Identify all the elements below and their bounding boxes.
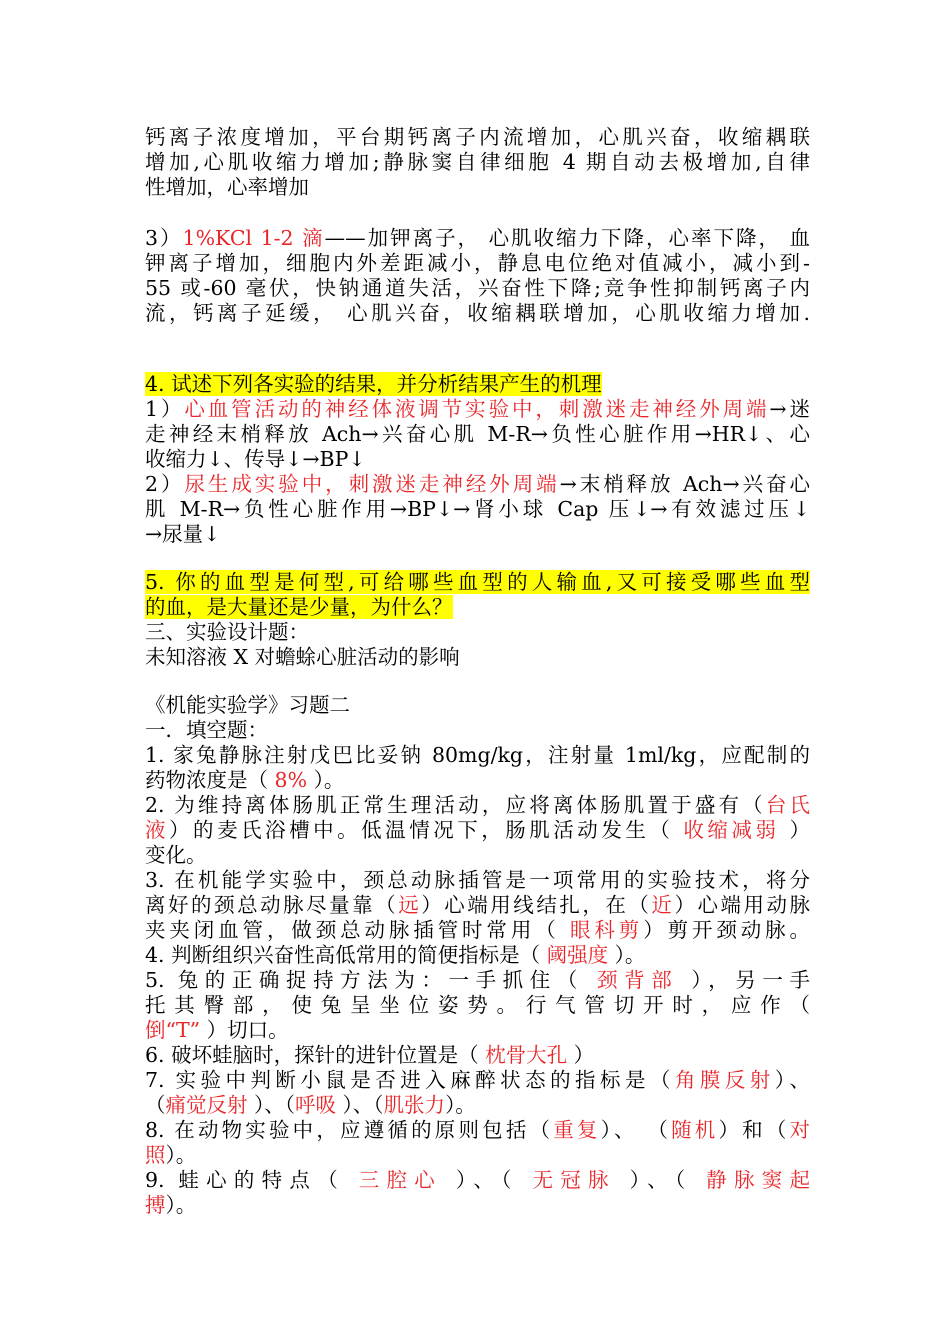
- text-line: [145, 1043, 810, 1068]
- text-segment: 2. 为维持离体肠肌正常生理活动，应将离体肠肌置于盛有（: [145, 793, 766, 817]
- text-line: [145, 793, 810, 818]
- text-segment: 8. 在动物实验中，应遵循的原则包括（: [145, 1118, 554, 1142]
- text-segment: 的血，是大量还是少量，为什么？: [145, 595, 453, 619]
- text-segment: 4. 判断组织兴奋性高低常用的简便指标是（: [145, 943, 547, 967]
- text-line: [145, 301, 810, 326]
- text-line: [145, 868, 810, 893]
- text-segment: →迷: [769, 397, 811, 421]
- answer-text: 痛觉反射: [165, 1093, 248, 1117]
- text-segment: ）切口。: [200, 1018, 289, 1042]
- text-segment: 9. 蛙心的特点（: [145, 1168, 359, 1192]
- answer-text: 心血管活动的神经体液调节实验中，刺激迷走神经外周端: [184, 397, 770, 421]
- text-segment: 走神经末梢释放 Ach→兴奋心肌 M-R→负性心脏作用→HR↓、心: [145, 422, 810, 446]
- answer-text: 枕骨大孔: [485, 1043, 568, 1067]
- text-segment: 离好的颈总动脉尽量靠（: [145, 893, 399, 917]
- text-line: [145, 768, 810, 793]
- answer-text: 颈背部: [597, 968, 679, 992]
- text-segment: 5. 你的血型是何型,可给哪些血型的人输血,又可接受哪些血型: [145, 570, 810, 594]
- text-segment: 性增加，心率增加: [145, 175, 309, 199]
- text-segment: 2）: [145, 472, 185, 496]
- answer-text: 对: [789, 1118, 811, 1142]
- text-segment: ）。: [313, 768, 345, 792]
- answer-text: 三腔心: [358, 1168, 443, 1192]
- text-segment: 7. 实验中判断小鼠是否进入麻醉状态的指标是（: [145, 1068, 675, 1092]
- answer-text: 肌张力: [383, 1093, 446, 1117]
- answer-text: 无冠脉: [532, 1168, 616, 1192]
- text-segment: →末梢释放 Ach→兴奋心: [559, 472, 811, 496]
- text-segment: 55 或-60 毫伏，快钠通道失活，兴奋性下降;竞争性抑制钙离子内: [145, 276, 810, 300]
- text-line: [145, 718, 810, 743]
- text-line: [145, 918, 810, 943]
- text-line: [145, 150, 810, 175]
- answer-text: 倒“T”: [145, 1018, 201, 1042]
- text-line: [145, 1168, 810, 1193]
- answer-text: 重复: [553, 1118, 601, 1142]
- text-line: [145, 125, 810, 150]
- text-segment: （: [145, 1093, 166, 1117]
- text-segment: ）。: [165, 1143, 197, 1167]
- text-line: [145, 497, 810, 522]
- text-segment: 3. 在机能学实验中，颈总动脉插管是一项常用的实验技术，将分: [145, 868, 810, 892]
- text-line: [145, 1118, 810, 1143]
- answer-text: 尿生成实验中，刺激迷走神经外周端: [184, 472, 560, 496]
- text-line: [145, 570, 810, 595]
- text-segment: 1）: [145, 397, 185, 421]
- text-line: [145, 693, 810, 718]
- text-segment: 药物浓度是（: [145, 768, 275, 792]
- text-segment: ），另一手: [678, 968, 811, 992]
- text-segment: 《机能实验学》习题二: [145, 693, 350, 717]
- text-segment: 三、实验设计题：: [145, 620, 309, 644]
- text-segment: 1. 家兔静脉注射戊巴比妥钠 80mg/kg，注射量 1ml/kg，应配制的: [145, 743, 810, 767]
- text-segment: 4. 试述下列各实验的结果，并分析结果产生的机理: [145, 372, 602, 396]
- text-line: [145, 251, 810, 276]
- text-line: [145, 968, 810, 993]
- text-segment: ）、（: [442, 1168, 533, 1192]
- text-segment: ）心端用动脉: [674, 893, 811, 917]
- text-line: [145, 372, 810, 397]
- text-line: [145, 843, 810, 868]
- text-line: [145, 1018, 810, 1043]
- answer-text: 远: [398, 893, 422, 917]
- text-line: [145, 1193, 810, 1218]
- text-line: [145, 397, 810, 422]
- text-line: [145, 993, 810, 1018]
- text-line: [145, 472, 810, 497]
- text-segment: ）、（: [336, 1093, 384, 1117]
- text-segment: ）、: [774, 1068, 810, 1092]
- text-line: [145, 620, 810, 645]
- text-line: [145, 645, 810, 670]
- text-line: [145, 226, 810, 251]
- text-segment: 收缩力↓、传导↓→BP↓: [145, 447, 366, 471]
- text-line: [145, 175, 810, 200]
- text-segment: ）。: [165, 1193, 197, 1217]
- answer-text: 呼吸: [295, 1093, 337, 1117]
- text-line: [145, 943, 810, 968]
- text-line: [145, 276, 810, 301]
- text-segment: ）: [567, 1043, 595, 1067]
- answer-text: 收缩减弱: [683, 818, 780, 842]
- text-segment: ）。: [608, 943, 646, 967]
- text-line: [145, 1143, 810, 1168]
- answer-text: 静脉窦起: [706, 1168, 810, 1192]
- text-segment: ）、（: [247, 1093, 296, 1117]
- text-segment: ）和（: [718, 1118, 790, 1142]
- text-segment: ）心端用线结扎，在（: [421, 893, 652, 917]
- text-segment: 夹夹闭血管，做颈总动脉插管时常用（: [145, 918, 571, 942]
- text-line: [145, 422, 810, 447]
- text-line: [145, 595, 810, 620]
- answer-text: 随机: [671, 1118, 719, 1142]
- text-segment: →尿量↓: [145, 522, 221, 546]
- text-segment: ）剪开颈动脉。: [643, 918, 811, 942]
- text-segment: 5. 兔的正确捉持方法为：一手抓住（: [145, 968, 598, 992]
- text-segment: 未知溶液 X 对蟾蜍心脏活动的影响: [145, 645, 460, 669]
- answer-text: 角膜反射: [674, 1068, 775, 1092]
- text-segment: ）: [779, 818, 811, 842]
- answer-text: 8%: [274, 768, 314, 792]
- text-segment: 增加,心肌收缩力增加;静脉窦自律细胞 4 期自动去极增加,自律: [145, 150, 810, 174]
- answer-text: 照: [145, 1143, 166, 1167]
- text-segment: 一．填空题：: [145, 718, 268, 742]
- text-line: [145, 1093, 810, 1118]
- text-segment: ）、（: [615, 1168, 707, 1192]
- answer-text: 阈强度: [546, 943, 609, 967]
- text-segment: 托其臀部，使兔呈坐位姿势。行气管切开时，应作（: [145, 993, 810, 1017]
- text-line: [145, 522, 810, 547]
- text-segment: 流，钙离子延缓， 心肌兴奋，收缩耦联增加，心肌收缩力增加.: [145, 301, 810, 325]
- answer-text: 眼科剪: [570, 918, 644, 942]
- text-segment: 3）: [145, 226, 183, 250]
- text-segment: 变化。: [145, 843, 207, 867]
- text-line: [145, 1068, 810, 1093]
- text-line: [145, 818, 810, 843]
- answer-text: 1%KCl 1-2 滴: [182, 226, 325, 250]
- answer-text: 搏: [145, 1193, 166, 1217]
- text-segment: ）。: [445, 1093, 476, 1117]
- text-segment: 肌 M-R→负性心脏作用→BP↓→肾小球 Cap 压↓→有效滤过压↓: [145, 497, 810, 521]
- text-segment: ——加钾离子， 心肌收缩力下降，心率下降， 血: [324, 226, 810, 250]
- text-line: [145, 447, 810, 472]
- answer-text: 液: [145, 818, 170, 842]
- text-line: [145, 893, 810, 918]
- text-segment: 6. 破坏蛙脑时，探针的进针位置是（: [145, 1043, 486, 1067]
- answer-text: 台氏: [765, 793, 811, 817]
- answer-text: 近: [651, 893, 675, 917]
- text-line: [145, 743, 810, 768]
- text-segment: ）的麦氏浴槽中。低温情况下，肠肌活动发生（: [169, 818, 684, 842]
- text-segment: 钾离子增加，细胞内外差距减小，静息电位绝对值减小，减小到-: [145, 251, 810, 275]
- text-segment: ）、 （: [600, 1118, 672, 1142]
- text-segment: 钙离子浓度增加，平台期钙离子内流增加，心肌兴奋，收缩耦联: [145, 125, 810, 149]
